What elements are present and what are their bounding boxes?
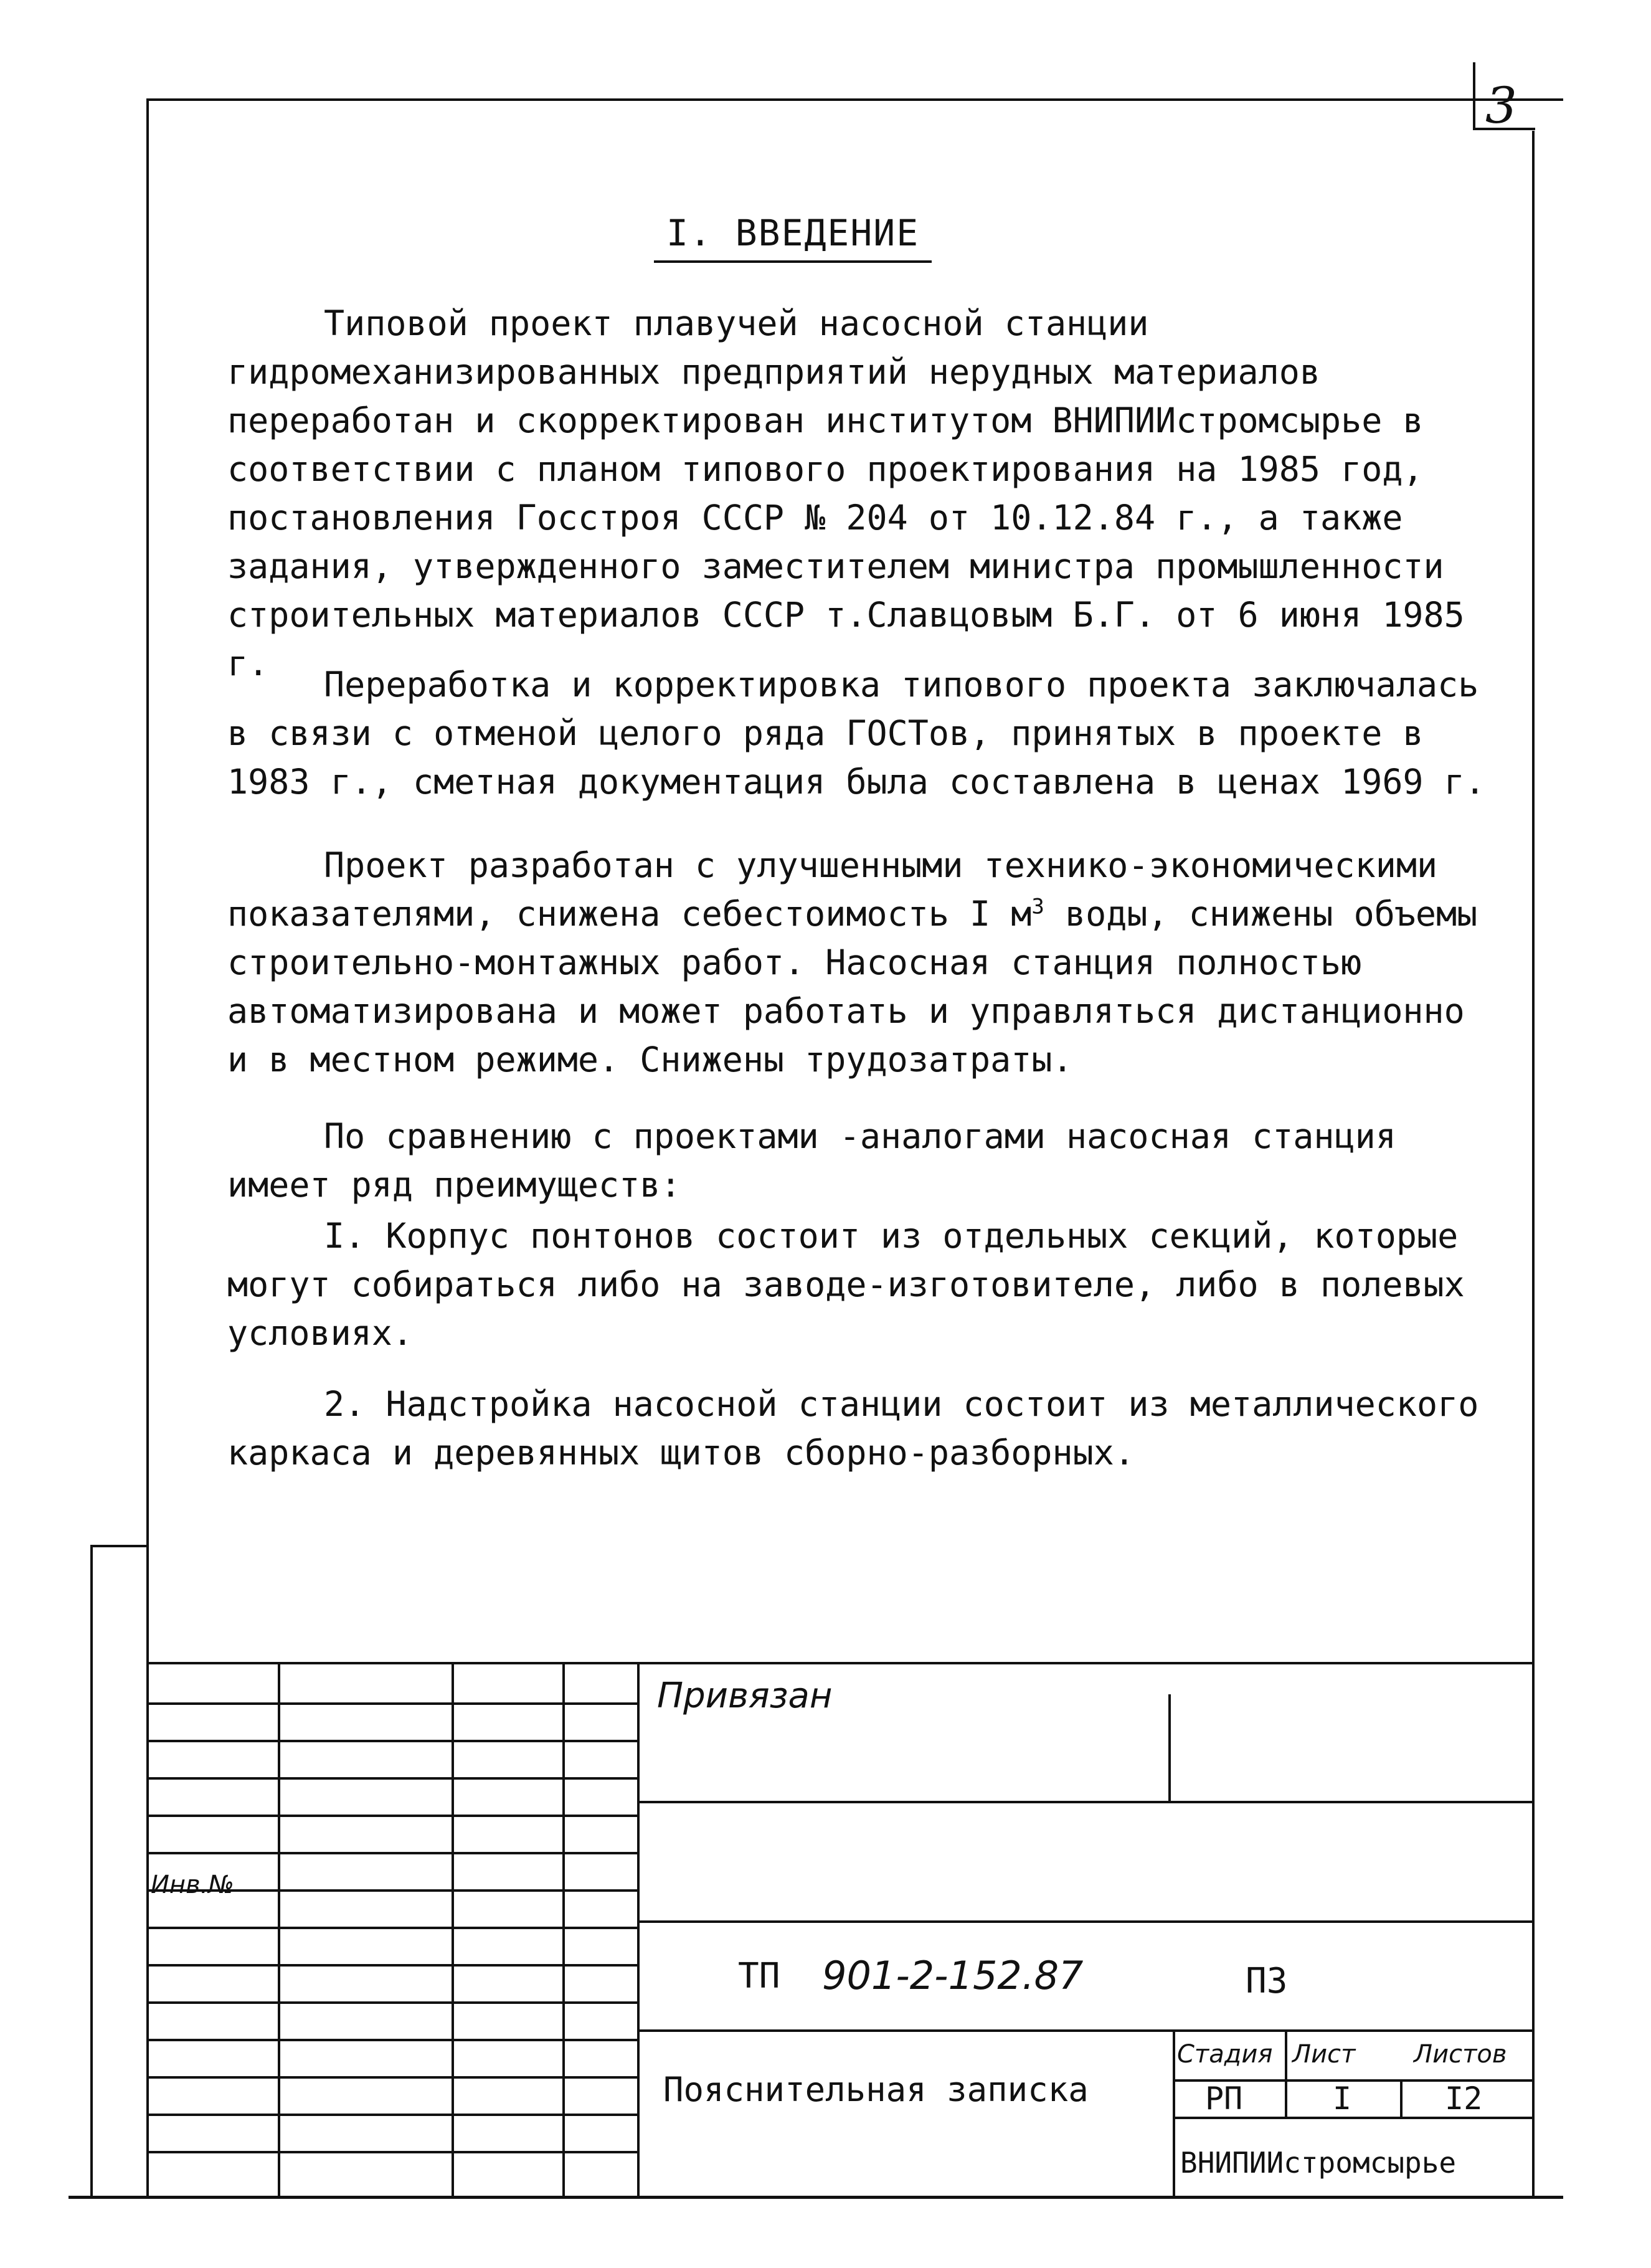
stage-header: Стадия — [1177, 2040, 1273, 2069]
advantage-item: 2. Надстройка насосной станции состоит из металлического каркаса и деревянных щитов сборно-разборных. — [227, 1384, 1479, 1473]
sheets-value: I2 — [1445, 2081, 1483, 2117]
document-type: ПЗ — [1246, 1961, 1288, 2001]
paragraph-improvements-start: Проект разработан с улучшенными технико-экономическими показателями, снижена себестоимость I м — [227, 845, 1438, 934]
advantage-item: I. Корпус понтонов состоит из отдельных секций, которые могут собираться либо на заводе-изготовителе, либо в полевых условиях. — [227, 1216, 1465, 1353]
cubic-superscript: 3 — [1031, 894, 1044, 919]
sheet-value: I — [1333, 2081, 1352, 2117]
document-code: 901-2-152.87 — [822, 1953, 1084, 1998]
stage-value: РП — [1205, 2081, 1243, 2117]
sheet-header: Лист — [1292, 2040, 1356, 2069]
sheets-header: Листов — [1414, 2040, 1507, 2069]
inventory-number-label: Инв.№ — [151, 1871, 234, 1899]
page-number: 3 — [1485, 77, 1517, 135]
paragraph-comparison: По сравнению с проектами -аналогами насосная станция имеет ряд преимуществ: — [227, 1116, 1396, 1205]
document-name: Пояснительная записка — [663, 2070, 1089, 2109]
privyazan-label: Привязан — [657, 1676, 833, 1716]
tp-label: ТП — [738, 1956, 780, 1996]
paragraph-intro: Типовой проект плавучей насосной станции гидромеханизированных предприятий нерудных материалов переработан и скорректирован институтом ВНИПИИстромсырье в соответствии с планом типового проектирования на 1985 год, постановления Госстроя СССР № 204 от 10.12.84 г., а также задания, утвержденного заместителем министра промышленности строительных материалов СССР т.Славцовым Б.Г. от 6 июня 1985 г. — [227, 303, 1465, 683]
paragraph-rework: Переработка и корректировка типового проекта заключалась в связи с отменой целого ряда ГОСТов, принятых в проекте в 1983 г., сметная документация была составлена в ценах 1969 г. — [227, 665, 1485, 802]
paragraph-improvements-end: воды, снижены объемы строительно-монтажных работ. Насосная станция полностью автоматизирована и может работать и управляться дистанционно и в местном режиме. Снижены трудозатраты. — [227, 894, 1478, 1079]
organization-name: ВНИПИИстромсырье — [1180, 2146, 1457, 2180]
section-heading: I. ВВЕДЕНИЕ — [654, 212, 932, 263]
